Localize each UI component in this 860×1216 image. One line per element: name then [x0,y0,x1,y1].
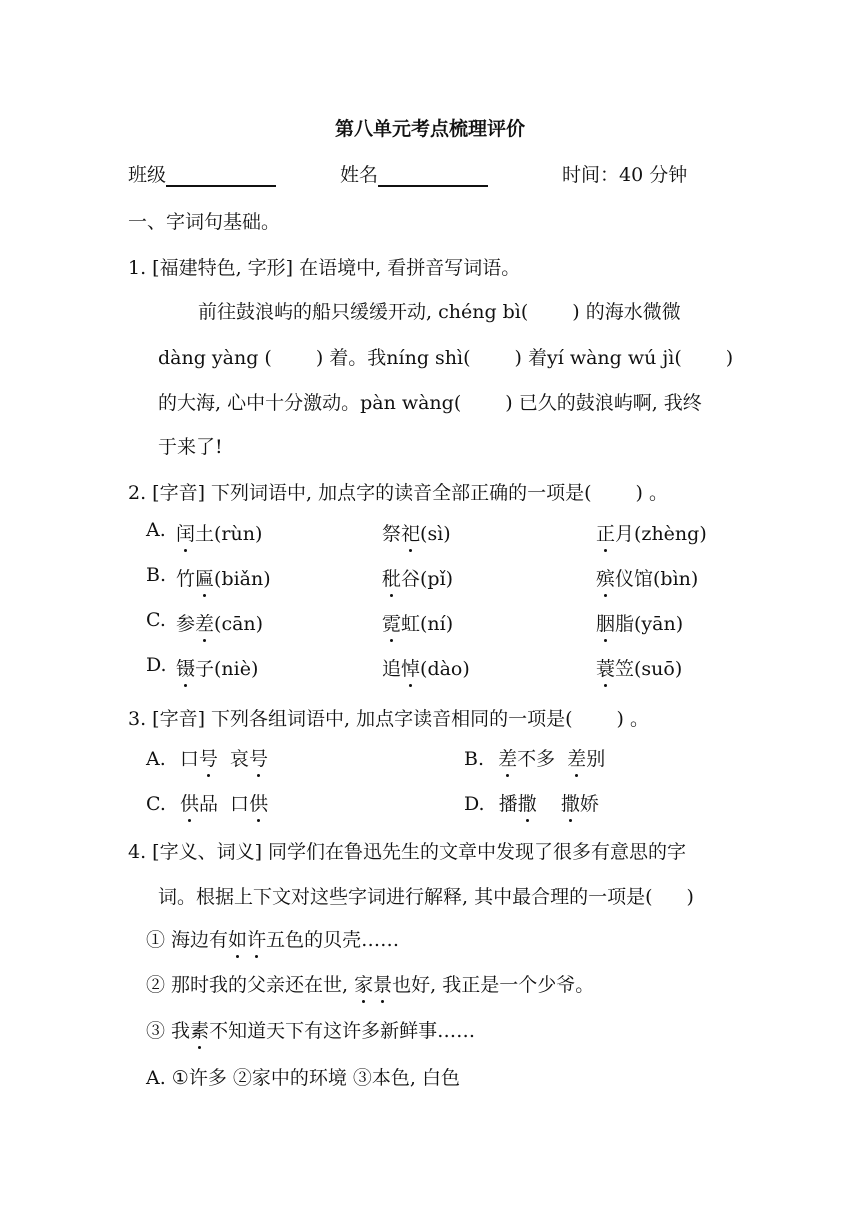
word-text: 月(zhèng) [615,523,707,545]
q2-option-word [382,609,453,636]
q2-option-label[interactable]: C. [146,609,166,631]
option-label: B. [464,748,485,770]
dotted-char: 蓑 [596,654,615,681]
dotted-char: 撒 [518,789,537,816]
q4-header-line2 [158,882,694,909]
q1-line4: 于来了! [158,436,223,458]
dotted-char: 闰 [176,519,195,546]
word-text: 竹 [176,568,196,590]
q2-option-word [596,654,682,681]
item-text: ① 海边有 [146,929,229,951]
q1-line2 [158,343,733,370]
q1-text: ) 已久的鼓浪屿啊, 我终 [505,392,702,414]
item-text: 五色的贝壳…… [266,929,400,951]
q2-option-word [382,519,451,546]
dotted-char: 正 [596,519,615,546]
class-label: 班级 [128,164,167,186]
q1-text: 的大海, 心中十分激动。pàn wàng( [158,392,462,414]
option-text: 娇 [579,793,599,815]
q3-header [128,704,649,731]
dotted-char: 景 [373,970,392,997]
option-label: D. [464,793,485,815]
word-text: 笠(suō) [615,658,683,680]
q1-text: ) [725,347,734,369]
word-text: (cān) [214,613,264,635]
item-text: 也好, 我正是一个少爷。 [392,974,595,996]
q3-option-b[interactable] [464,744,605,771]
q2-option-word [176,519,262,546]
name-field [340,160,488,187]
q2-option-label[interactable]: B. [146,564,167,586]
option-label: A. [146,748,166,770]
q2-option-label[interactable]: D. [146,654,167,676]
dotted-char: 悼 [401,654,420,681]
name-label: 姓名 [340,164,379,186]
word-text: 子(niè) [195,658,259,680]
dotted-char: 镊 [176,654,195,681]
option-label: C. [146,793,166,815]
q4-item-3 [146,1016,475,1043]
word-text: 参 [176,613,196,635]
class-field [128,160,276,187]
dotted-char: 如 [228,925,247,952]
q4-question-end: ) [686,886,694,908]
q1-text: ) 的海水微微 [572,301,681,323]
item-text: 不知道天下有这许多新鲜事…… [209,1020,476,1042]
word-text: 土(rùn) [195,523,263,545]
q2-option-word [176,654,258,681]
q2-option-label[interactable]: A. [146,519,166,541]
q4-item-1 [146,925,399,952]
option-text [537,793,561,815]
option-text: 不多 [517,748,568,770]
option-text: 口 [179,748,199,770]
dotted-char: 匾 [195,564,214,591]
item-text: ② 那时我的父亲还在世, [146,974,355,996]
q4-item-2 [146,970,594,997]
q3-option-c[interactable] [146,789,268,816]
q2-option-word [596,519,707,546]
dotted-char: 供 [249,789,268,816]
word-text: 追 [382,658,402,680]
dotted-char: 祀 [401,519,420,546]
word-text: 脂(yān) [615,613,684,635]
dotted-char: 秕 [382,564,401,591]
q2-option-word [382,564,453,591]
q4-question: 词。根据上下文对这些字词进行解释, 其中最合理的一项是( [158,886,653,908]
time-label: 时间：40 分钟 [562,164,688,186]
dotted-char: 家 [354,970,373,997]
q2-option-word [596,609,683,636]
option-text: 品 口 [198,793,250,815]
dotted-char: 胭 [596,609,615,636]
q3-option-a[interactable] [146,744,268,771]
q2-question-end: ) 。 [635,482,668,504]
q2-header [128,478,668,505]
q1-text: 前往鼓浪屿的船只缓缓开动, chéng bì( [198,301,529,323]
q2-question: 2. [字音] 下列词语中, 加点字的读音全部正确的一项是( [128,482,592,504]
dotted-char: 号 [249,744,268,771]
dotted-char: 霓 [382,609,401,636]
option-text: 别 [586,748,606,770]
word-text: (biǎn) [214,568,271,590]
q2-option-word [176,564,271,591]
q1-header: 1. [福建特色, 字形] 在语境中, 看拼音写词语。 [128,257,521,279]
word-text: 仪馆(bìn) [615,568,699,590]
class-blank[interactable] [166,163,276,187]
q3-option-d[interactable] [464,789,599,816]
q3-question: 3. [字音] 下列各组词语中, 加点字读音相同的一项是( [128,708,573,730]
dotted-char: 撒 [561,789,580,816]
q4-header: 4. [字义、词义] 同学们在鲁迅先生的文章中发现了很多有意思的字 [128,841,687,863]
q2-option-word [596,564,698,591]
q4-option-a[interactable]: A. ①许多 ②家中的环境 ③本色, 白色 [146,1067,460,1089]
option-text: 播 [498,793,518,815]
dotted-char: 素 [190,1016,209,1043]
word-text: 虹(ní) [401,613,454,635]
dotted-char: 殡 [596,564,615,591]
q1-text: dàng yàng ( [158,347,272,369]
dotted-char: 号 [199,744,218,771]
q1-text: ) 着yí wàng wú jì( [514,347,682,369]
item-text: ③ 我 [146,1020,191,1042]
dotted-char: 供 [180,789,199,816]
section-heading: 一、字词句基础。 [128,211,281,233]
dotted-char: 差 [567,744,586,771]
word-text: (sì) [420,523,451,545]
word-text: 谷(pǐ) [401,568,454,590]
name-blank[interactable] [378,163,488,187]
page-title: 第八单元考点梳理评价 [334,118,525,140]
word-text: (dào) [420,658,470,680]
q3-question-end: ) 。 [616,708,649,730]
q2-option-word [382,654,470,681]
q1-text: ) 着。我níng shì( [315,347,471,369]
dotted-char: 许 [247,925,266,952]
option-text: 哀 [217,748,249,770]
q1-line3 [158,388,702,415]
dotted-char: 差 [195,609,214,636]
word-text: 祭 [382,523,402,545]
q2-option-word [176,609,263,636]
dotted-char: 差 [498,744,517,771]
q1-line1 [198,297,681,324]
